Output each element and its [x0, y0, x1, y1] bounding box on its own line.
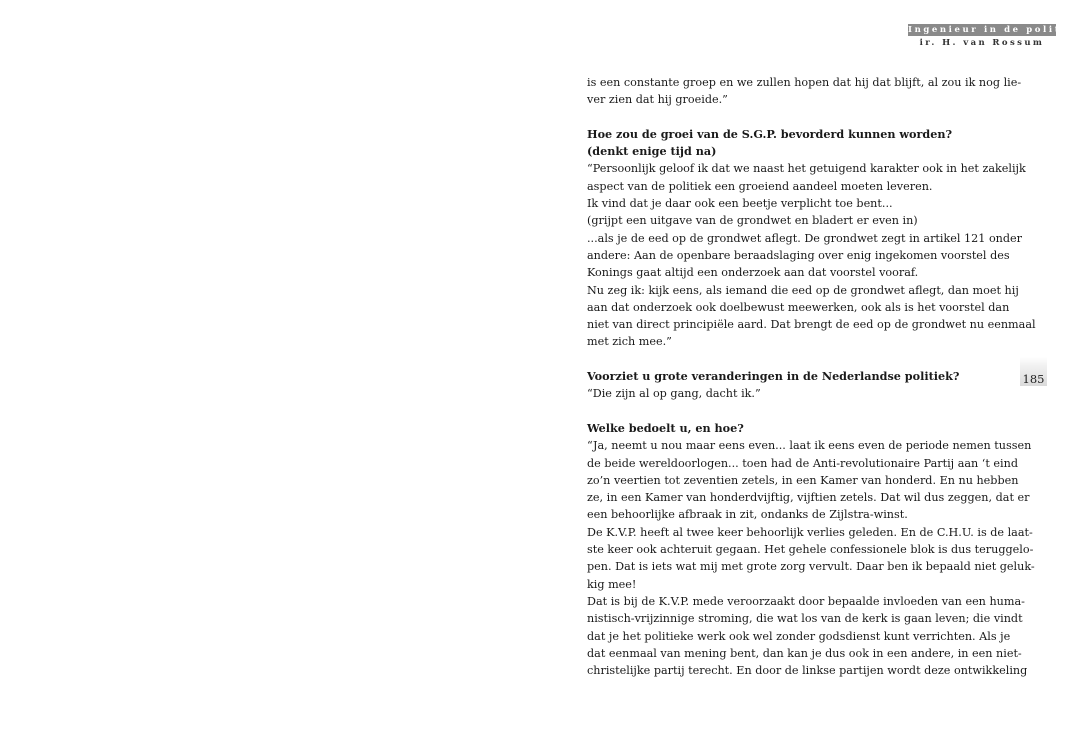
running-header-title: Ingenieur in de politiek — [908, 25, 1084, 35]
question-line: (denkt enige tijd na) — [587, 144, 717, 159]
text-line: kig mee! — [587, 577, 637, 591]
text-line: De K.V.P. heeft al twee keer behoorlijk verlies geleden. En de C.H.U. is de laat- — [587, 525, 1033, 539]
text-line: ste keer ook achteruit gegaan. Het gehele confessionele blok is dus teruggelo- — [587, 543, 1034, 557]
text-line: dat eenmaal van mening bent, dan kan je dus ook in een andere, in een niet- — [587, 646, 1022, 660]
text-line: Ik vind dat je daar ook een beetje verplicht toe bent... — [587, 197, 893, 211]
text-line: “Persoonlijk geloof ik dat we naast het getuigend karakter ook in het zakelijk — [587, 162, 1026, 176]
text-line: zo’n veertien tot zeventien zetels, in een Kamer van honderd. En nu hebben — [587, 473, 1019, 487]
question-line: Hoe zou de groei van de S.G.P. bevorderd kunnen worden? — [587, 126, 953, 141]
text-line: ze, in een Kamer van honderdvijftig, vijftien zetels. Dat wil dus zeggen, dat er — [587, 491, 1030, 505]
text-line: aan dat onderzoek ook doelbewust meewerken, ook als is het voorstel dan — [587, 300, 1010, 314]
text-line: “Ja, neemt u nou maar eens even... laat ik eens even de periode nemen tussen — [587, 439, 1032, 453]
text-line: Konings gaat altijd een onderzoek aan dat voorstel vooraf. — [587, 266, 919, 280]
text-line: ...als je de eed op de grondwet aflegt. De grondwet zegt in artikel 121 onder — [587, 231, 1023, 245]
text-line: Nu zeg ik: kijk eens, als iemand die eed op de grondwet aflegt, dan moet hij — [587, 283, 1019, 297]
running-header-author: ir. H. van Rossum — [919, 38, 1045, 48]
text-line: “Die zijn al op gang, dacht ik.” — [587, 387, 761, 401]
question-line: Welke bedoelt u, en hoe? — [587, 420, 744, 435]
paragraph-gap — [587, 109, 987, 126]
text-line: aspect van de politiek een groeiend aandeel moeten leveren. — [587, 179, 933, 193]
text-line: (grijpt een uitgave van de grondwet en bladert er even in) — [587, 214, 918, 228]
text-line: niet van direct principiële aard. Dat brengt de eed op de grondwet nu eenmaal — [587, 318, 1036, 332]
text-line: is een constante groep en we zullen hopen dat hij dat blijft, al zou ik nog lie- — [587, 76, 1022, 89]
text-line: Dat is bij de K.V.P. mede veroorzaakt door bepaalde invloeden van een huma- — [587, 594, 1025, 608]
text-line: pen. Dat is iets wat mij met grote zorg vervult. Daar ben ik bepaald niet geluk- — [587, 560, 1035, 574]
page-number: 185 — [1022, 372, 1045, 386]
paragraph-gap — [587, 351, 987, 368]
text-line: ver zien dat hij groeide.” — [587, 93, 728, 107]
text-line: christelijke partij terecht. En door de linkse partijen wordt deze ontwikkeling — [587, 664, 1028, 678]
running-header — [908, 24, 1084, 49]
text-line: andere: Aan de openbare beraadslaging over enig ingekomen voorstel des — [587, 248, 1010, 262]
text-line: een behoorlijke afbraak in zit, ondanks de Zijlstra-winst. — [587, 508, 908, 522]
text-line: dat je het politieke werk ook wel zonder godsdienst kunt verrichten. Als je — [587, 629, 1011, 643]
text-line: de beide wereldoorlogen... toen had de Anti-revolutionaire Partij aan ‘t eind — [587, 456, 1018, 470]
text-line: met zich mee.” — [587, 335, 672, 349]
paragraph-gap — [587, 403, 987, 420]
text-line: nistisch-vrijzinnige stroming, die wat los van de kerk is gaan leven; die vindt — [587, 612, 1023, 626]
question-line: Voorziet u grote veranderingen in de Nederlandse politiek? — [587, 369, 960, 384]
